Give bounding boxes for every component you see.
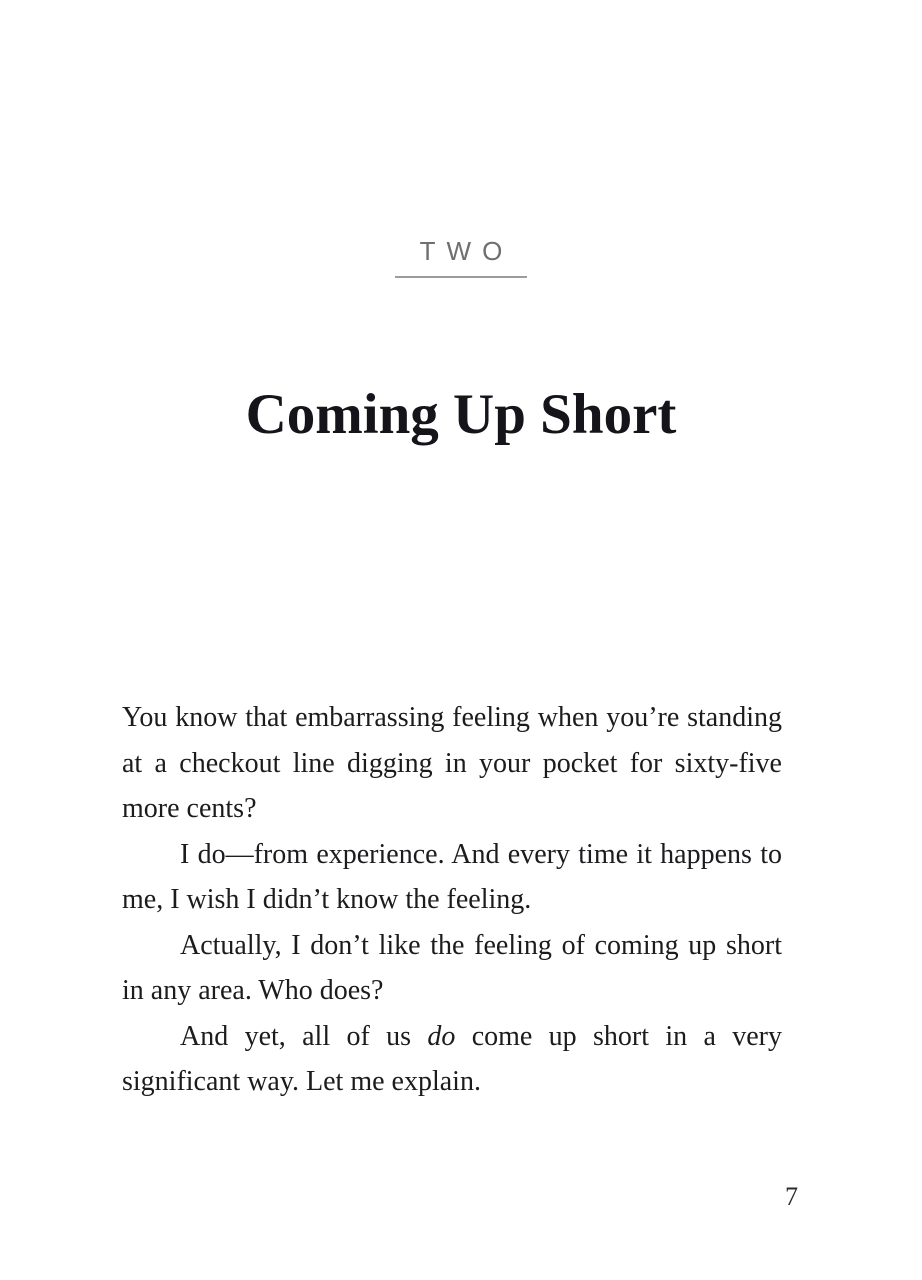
body-text-block (122, 695, 782, 1105)
text-run: And yet, all of us (180, 1020, 428, 1052)
body-paragraph (122, 832, 782, 923)
chapter-title: Coming Up Short (245, 383, 677, 447)
body-paragraph (122, 1014, 782, 1105)
text-run: You know that embarrassing feeling when you’re standing at a checkout line digging in your pocket for sixty-five more cents? (122, 702, 782, 824)
chapter-head (0, 236, 922, 278)
chapter-number-label: TWO (419, 236, 514, 266)
page-number: 7 (785, 1182, 798, 1211)
text-run: come up short in a very significant way. Let me explain. (122, 1020, 783, 1097)
text-run: Actually, I don’t like the feeling of coming up short in any area. Who does? (122, 929, 782, 1006)
body-paragraph (122, 695, 782, 832)
text-run: I do—from experience. And every time it happens to me, I wish I didn’t know the feeling. (122, 838, 782, 915)
body-paragraph (122, 923, 782, 1014)
chapter-divider-rule (395, 276, 527, 278)
italic-text-run: do (427, 1020, 456, 1052)
